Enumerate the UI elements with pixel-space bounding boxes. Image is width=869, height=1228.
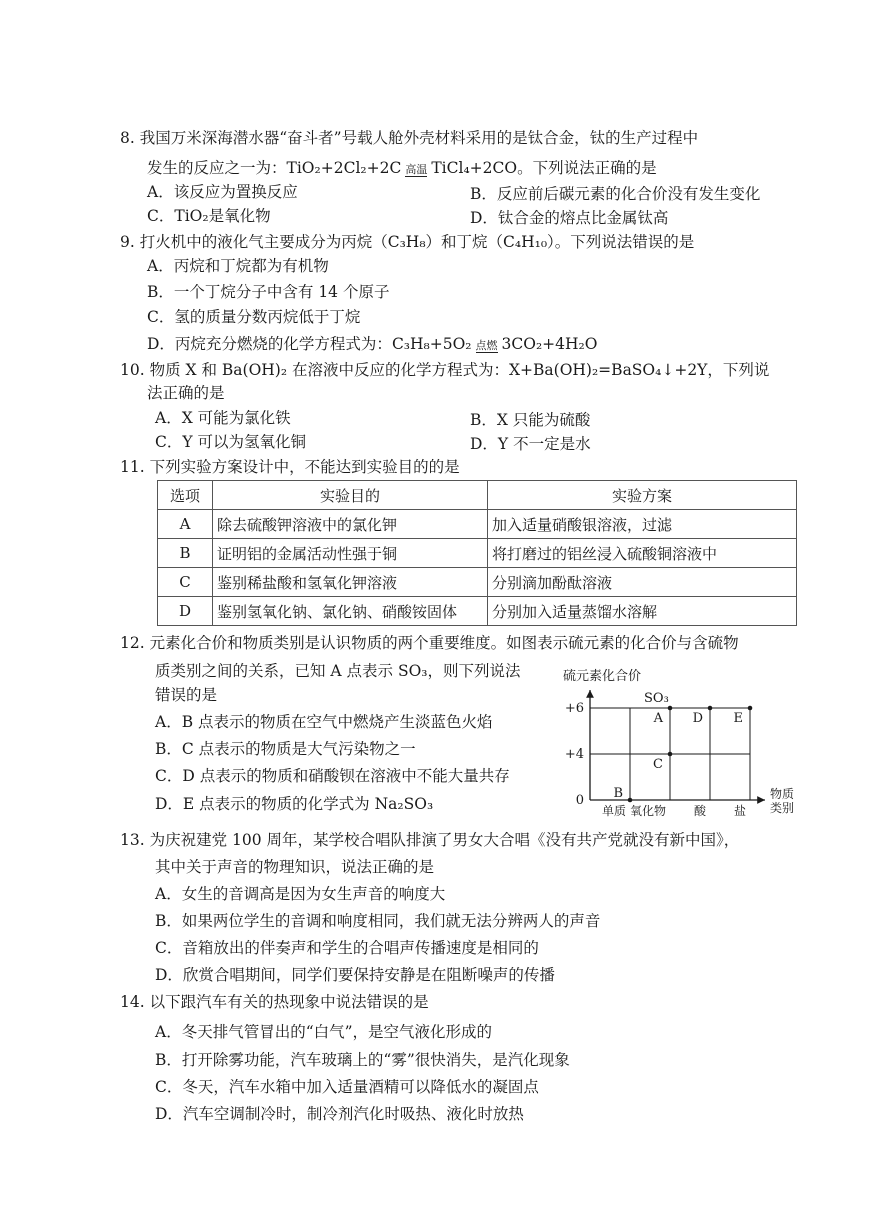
x-tick-label: 盐 <box>733 804 746 818</box>
sulfur-valence-chart <box>555 660 815 820</box>
q9-number: 9. <box>120 233 135 251</box>
q9-reaction-condition: 点燃 <box>475 339 498 352</box>
point-label: C <box>653 757 663 772</box>
q12-option-b: B．C 点表示的物质是大气污染物之一 <box>155 740 416 758</box>
q8-option-d: D．钛合金的熔点比金属钛高 <box>470 209 669 227</box>
q14-option-c: C．冬天，汽车水箱中加入适量酒精可以降低水的凝固点 <box>155 1078 539 1096</box>
header-purpose: 实验目的 <box>213 481 488 510</box>
q12-number: 12. <box>120 634 145 652</box>
header-option: 选项 <box>158 481 213 510</box>
q8-number: 8. <box>120 129 135 147</box>
q10-option-b: B．X 只能为硫酸 <box>470 411 591 429</box>
point-b <box>628 798 633 803</box>
q8-equation-products: TiCl₄+2CO <box>431 159 518 177</box>
q10-option-d: D．Y 不一定是水 <box>470 435 591 453</box>
q14-option-b: B．打开除雾功能，汽车玻璃上的“雾”很快消失，是汽化现象 <box>155 1051 570 1069</box>
y-tick-label: +4 <box>564 747 584 762</box>
point-label: A <box>653 711 663 726</box>
chart-xlabel-line2: 类别 <box>770 801 795 815</box>
experiment-table <box>157 480 797 626</box>
q12-line3: 错误的是 <box>155 686 218 704</box>
chart-xlabel-line1: 物质 <box>770 787 795 801</box>
q12-line1: 12. 元素化合价和物质类别是认识物质的两个重要维度。如图表示硫元素的化合价与含硫物 <box>120 634 739 652</box>
q10-option-c: C．Y 可以为氢氧化铜 <box>155 433 307 451</box>
table-row: C 鉴别稀盐酸和氢氧化钾溶液 分别滴加酚酞溶液 <box>158 568 797 597</box>
x-tick-label: 氧化物 <box>629 804 666 818</box>
point-label: B <box>613 786 623 801</box>
point-a <box>668 706 673 711</box>
q9-option-b: B．一个丁烷分子中含有 14 个原子 <box>147 283 390 301</box>
q13-option-d: D．欣赏合唱期间，同学们要保持安静是在阻断噪声的传播 <box>155 966 555 984</box>
q13-option-b: B．如果两位学生的音调和响度相同，我们就无法分辨两人的声音 <box>155 912 601 930</box>
point-c <box>668 752 673 757</box>
q11-number: 11. <box>120 458 145 476</box>
x-tick-label: 酸 <box>693 804 706 818</box>
q13-option-c: C．音箱放出的伴奏声和学生的合唱声传播速度是相同的 <box>155 939 539 957</box>
q14-number: 14. <box>120 993 145 1011</box>
chart-ylabel: 硫元素化合价 <box>563 669 642 684</box>
q8-reaction-condition: 高温 <box>405 163 428 176</box>
q9-option-a: A．丙烷和丁烷都为有机物 <box>147 257 329 275</box>
q12-option-a: A．B 点表示的物质在空气中燃烧产生淡蓝色火焰 <box>155 713 493 731</box>
q8-equation-reactants: TiO₂+2Cl₂+2C <box>286 159 402 177</box>
q8-line2: 发生的反应之一为：TiO₂+2Cl₂+2C 高温 TiCl₄+2CO。下列说法正确的是 <box>147 159 657 177</box>
table-row: D 鉴别氢氧化钠、氯化钠、硝酸铵固体 分别加入适量蒸馏水溶解 <box>158 597 797 626</box>
q8-option-b: B．反应前后碳元素的化合价没有发生变化 <box>470 185 761 203</box>
point-label: E <box>733 711 743 726</box>
point-d <box>708 706 713 711</box>
table-header-row <box>158 481 797 510</box>
y-tick-label: +6 <box>564 701 584 716</box>
table-row: A 除去硫酸钾溶液中的氯化钾 加入适量硝酸银溶液，过滤 <box>158 510 797 539</box>
q12-option-d: D．E 点表示的物质的化学式为 Na₂SO₃ <box>155 795 434 813</box>
q14-option-a: A．冬天排气管冒出的“白气”，是空气液化形成的 <box>155 1023 493 1041</box>
q8-option-c: C．TiO₂是氧化物 <box>147 207 271 225</box>
q13-line1: 13. 为庆祝建党 100 周年，某学校合唱队排演了男女大合唱《没有共产党就没有新中国》， <box>120 831 740 849</box>
chart-annotation: SO₃ <box>644 691 669 706</box>
y-tick-label: 0 <box>575 793 584 808</box>
q8-option-a: A．该反应为置换反应 <box>147 183 298 201</box>
q10-line1: 10. 物质 X 和 Ba(OH)₂ 在溶液中反应的化学方程式为：X+Ba(OH)₂=BaSO₄↓+2Y，下列说 <box>120 361 770 379</box>
q12-line2: 质类别之间的关系，已知 A 点表示 SO₃，则下列说法 <box>155 662 521 680</box>
q8-line1: 8. 我国万米深海潜水器“奋斗者”号载人舱外壳材料采用的是钛合金，钛的生产过程中 <box>120 129 699 147</box>
q10-number: 10. <box>120 361 145 379</box>
q10-option-a: A．X 可能为氯化铁 <box>155 409 291 427</box>
q13-option-a: A．女生的音调高是因为女生声音的响度大 <box>155 885 446 903</box>
header-plan: 实验方案 <box>488 481 797 510</box>
q14-option-d: D．汽车空调制冷时，制冷剂汽化时吸热、液化时放热 <box>155 1105 524 1123</box>
q10-line2: 法正确的是 <box>147 384 225 402</box>
q11-stem: 11. 下列实验方案设计中，不能达到实验目的的是 <box>120 458 460 476</box>
q12-option-c: C．D 点表示的物质和硝酸钡在溶液中不能大量共存 <box>155 767 510 785</box>
x-tick-label: 单质 <box>601 804 626 818</box>
point-label: D <box>692 711 703 726</box>
q9-option-d: D．丙烷充分燃烧的化学方程式为：C₃H₈+5O₂ 点燃 3CO₂+4H₂O <box>147 335 598 353</box>
table-row: B 证明铝的金属活动性强于铜 将打磨过的铝丝浸入硫酸铜溶液中 <box>158 539 797 568</box>
q13-line2: 其中关于声音的物理知识，说法正确的是 <box>155 858 435 876</box>
q14-stem: 14. 以下跟汽车有关的热现象中说法错误的是 <box>120 993 429 1011</box>
q9-option-c: C．氢的质量分数丙烷低于丁烷 <box>147 308 361 326</box>
q9-stem: 9. 打火机中的液化气主要成分为丙烷（C₃H₈）和丁烷（C₄H₁₀）。下列说法错误的是 <box>120 233 695 251</box>
point-e <box>748 706 753 711</box>
q13-number: 13. <box>120 831 145 849</box>
